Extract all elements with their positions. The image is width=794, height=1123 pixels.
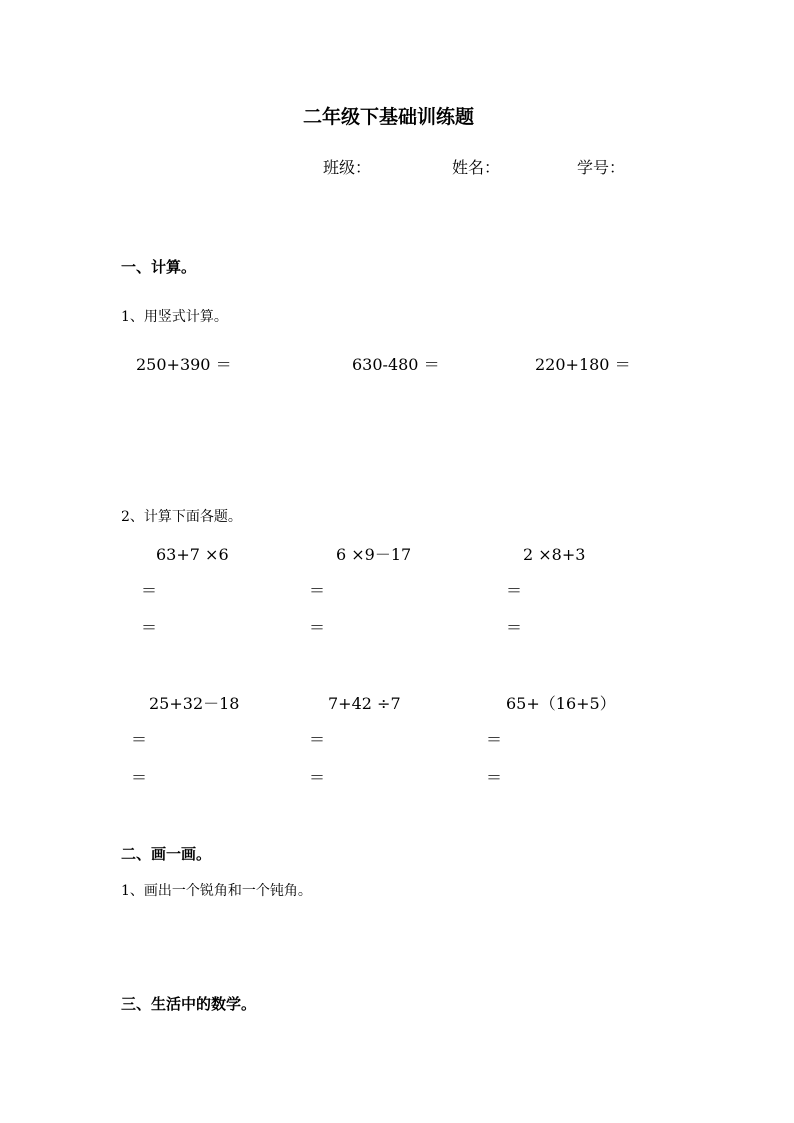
name-label: 姓名： xyxy=(452,158,501,177)
equals-sign: ＝ xyxy=(309,581,326,600)
equals-sign: ＝ xyxy=(141,581,158,600)
equals-sign: ＝ xyxy=(141,618,158,637)
equals-sign: ＝ xyxy=(309,730,326,749)
question-1-1-label: 1、用竖式计算。 xyxy=(121,309,228,325)
equals-sign: ＝ xyxy=(309,618,326,637)
class-label: 班级： xyxy=(323,158,372,177)
calc-expression: 63+7 ×6 xyxy=(156,545,229,564)
equals-sign: ＝ xyxy=(131,768,148,787)
equals-sign: ＝ xyxy=(486,730,503,749)
vertical-calc-item: 250+390 ＝ xyxy=(136,355,232,374)
equals-sign: ＝ xyxy=(506,618,523,637)
section-2-heading: 二、画一画。 xyxy=(121,845,212,863)
vertical-calc-item: 630-480 ＝ xyxy=(352,355,440,374)
calc-expression: 25+32－18 xyxy=(149,694,240,713)
calc-expression: 6 ×9－17 xyxy=(336,545,412,564)
section-1-heading: 一、计算。 xyxy=(121,258,197,276)
vertical-calc-item: 220+180 ＝ xyxy=(535,355,631,374)
student-number-label: 学号： xyxy=(577,158,626,177)
equals-sign: ＝ xyxy=(309,768,326,787)
equals-sign: ＝ xyxy=(486,768,503,787)
equals-sign: ＝ xyxy=(131,730,148,749)
calc-expression: 2 ×8+3 xyxy=(523,545,586,564)
calc-expression: 7+42 ÷7 xyxy=(328,694,401,713)
calc-expression: 65+（16+5） xyxy=(506,694,616,713)
section-3-heading: 三、生活中的数学。 xyxy=(121,995,257,1013)
question-1-2-label: 2、计算下面各题。 xyxy=(121,509,242,525)
equals-sign: ＝ xyxy=(506,581,523,600)
question-2-1-label: 1、画出一个锐角和一个钝角。 xyxy=(121,883,312,899)
page-title: 二年级下基础训练题 xyxy=(303,106,475,128)
